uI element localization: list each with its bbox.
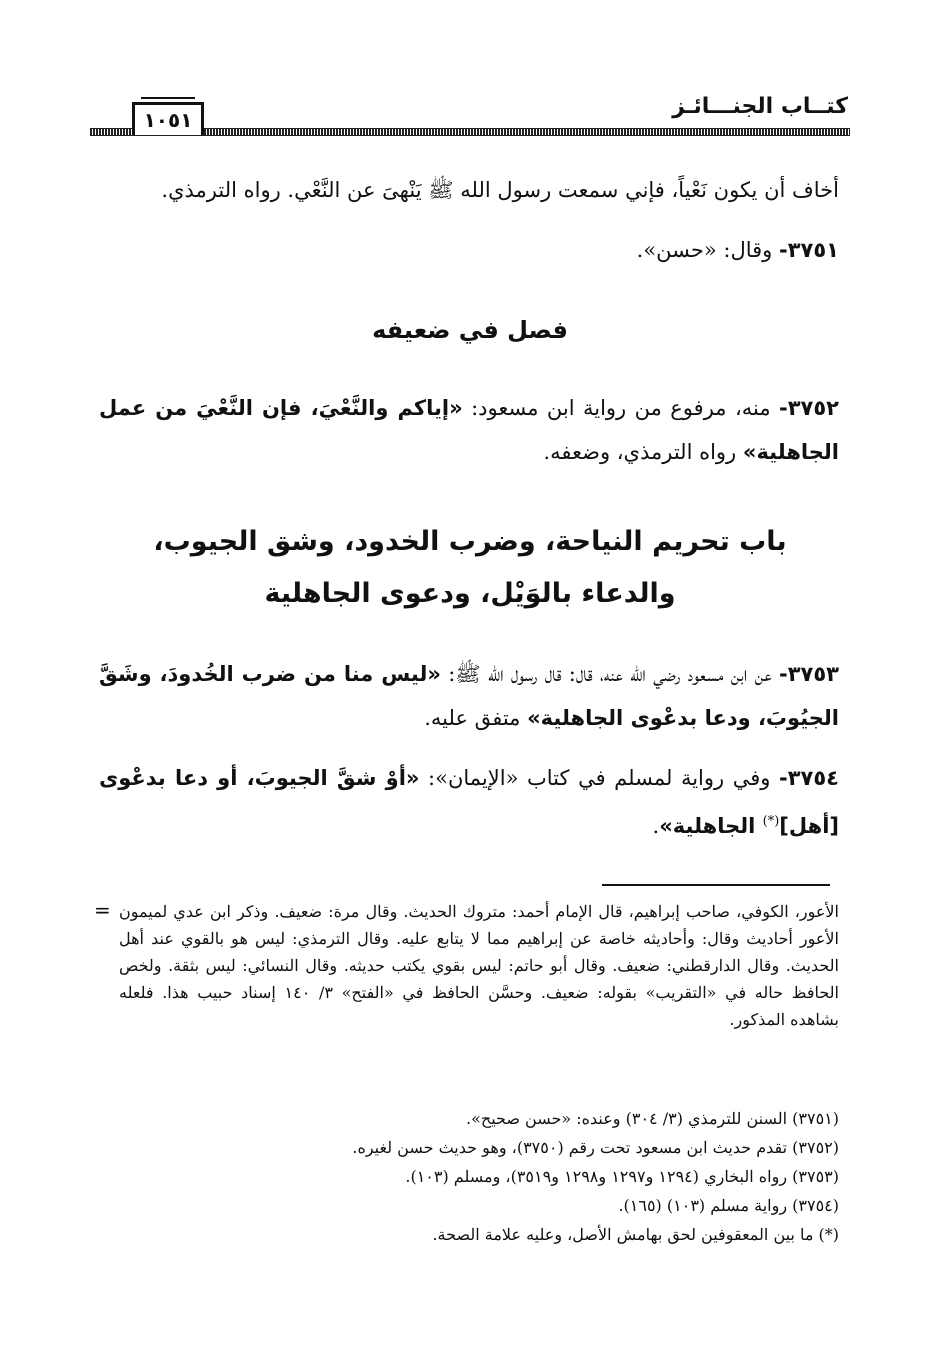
footnote-item: (٣٧٥٢) تقدم حديث ابن مسعود تحت رقم (٣٧٥٠)، وهو حديث حسن لغيره. (352, 1138, 839, 1157)
hadith-text: عن ابن مسعود رضي الله عنه، قال: قال رسول الله ﷺ: (440, 662, 779, 686)
hadith-number: ٣٧٥١- (779, 238, 839, 262)
hadith-3752 (99, 386, 839, 474)
hadith-source: رواه الترمذي، وضعفه. (543, 440, 743, 464)
hadith-text: وقال: «حسن». (636, 238, 779, 262)
hadith-quote: «أوْ شقَّ الجيوبَ، أو دعا بدعْوى [أهل] (99, 766, 839, 838)
footnote-continuation-mark: = (94, 898, 111, 922)
chapter-heading (90, 516, 850, 620)
chapter-heading-line-1: باب تحريم النياحة، وضرب الخدود، وشق الجيوب، (153, 526, 787, 557)
hadith-number: ٣٧٥٣- (779, 662, 839, 686)
hadith-3754 (99, 756, 839, 848)
hadith-quote: «إياكم والنَّعْيَ، فإن النَّعْيَ من عمل الجاهلية» (99, 396, 839, 464)
running-header (90, 92, 850, 140)
footnote-marker: (*) (762, 814, 780, 829)
chapter-heading-line-2: والدعاء بالوَيْل، ودعوى الجاهلية (264, 578, 676, 609)
footnote-separator (602, 884, 830, 886)
footnote-item: (*) ما بين المعقوفين لحق بهامش الأصل، وعليه علامة الصحة. (432, 1225, 839, 1244)
paragraph-continuation: أخاف أن يكون نَعْياً، فإني سمعت رسول الله ﷺ يَنْهىَ عن النَّعْي. رواه الترمذي. (161, 178, 839, 202)
hadith-3751 (99, 228, 839, 272)
hadith-3753 (99, 652, 839, 740)
page-number: ١٠٥١ (132, 102, 204, 135)
book-title: كتــاب الجنـــائـز (672, 94, 848, 119)
hadith-quote-end: الجاهلية» (659, 814, 763, 838)
footnote-list (119, 1104, 839, 1249)
footnote-continuation: الأعور، الكوفي، صاحب إبراهيم، قال الإمام أحمد: متروك الحديث. وقال مرة: ضعيف. وذكر ابن عدي لميمون الأعور أحاديث وقال: وأحاديثه خاصة عن إبراهيم مما لا يتابع عليه. وقال الترمذي: ليس هو بالقوي عند أهل الحديث. وقال الدارقطني: ضعيف. وقال أبو حاتم: ليس بقوي يكتب حديثه. وقال النسائي: ليس بثقة. ولخص الحافظ حاله في «التقريب» بقوله: ضعيف. وحسَّن الحافظ في «الفتح» ٣/ ١٤٠ إسناد حبيب هذا. فلعله بشاهده المذكور. (119, 902, 839, 1029)
footnote-item: (٣٧٥٤) رواية مسلم (١٠٣) (١٦٥). (618, 1196, 839, 1215)
hadith-source: متفق عليه. (424, 706, 528, 730)
hadith-text: منه، مرفوع من رواية ابن مسعود: (462, 396, 779, 420)
hadith-number: ٣٧٥٢- (779, 396, 839, 420)
hadith-text: وفي رواية لمسلم في كتاب «الإيمان»: (419, 766, 779, 790)
hadith-number: ٣٧٥٤- (779, 766, 839, 790)
hadith-source: . (652, 814, 660, 838)
hadith-quote: «ليس منا من ضرب الخُدودَ، وشَقَّ الجيُوبَ، ودعا بدعْوى الجاهلية» (99, 662, 839, 730)
footnote-item: (٣٧٥١) السنن للترمذي (٣/ ٣٠٤) وعنده: «حسن صحيح». (465, 1109, 839, 1128)
header-rule (90, 128, 850, 136)
footnote-item: (٣٧٥٣) رواه البخاري (١٢٩٤ و١٢٩٧ و١٢٩٨ و٣٥١٩)، ومسلم (١٠٣). (405, 1167, 839, 1186)
section-heading: فصل في ضعيفه (372, 316, 568, 344)
